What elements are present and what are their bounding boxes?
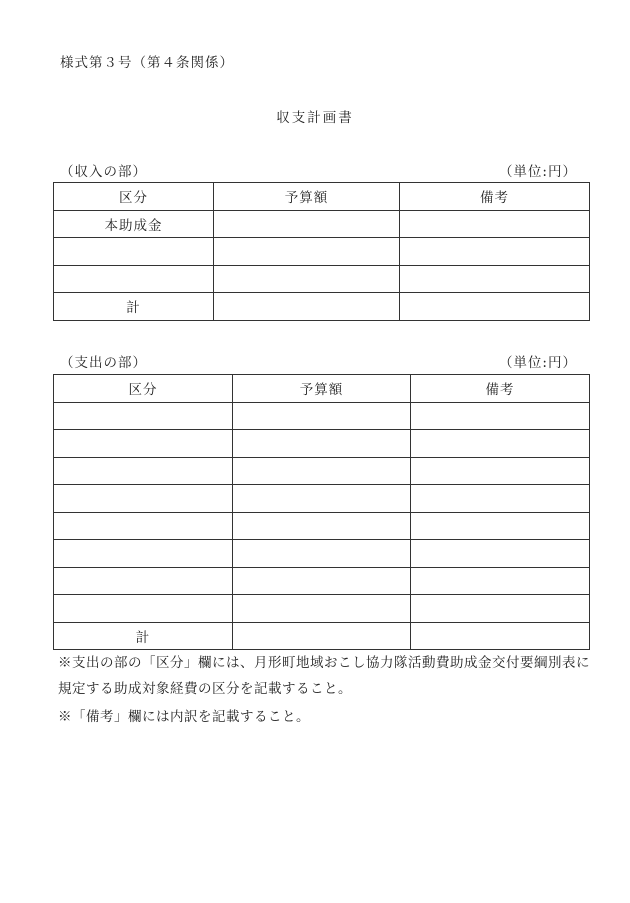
expense-budget-cell[interactable] xyxy=(233,595,411,623)
income-total-remarks-cell[interactable] xyxy=(400,293,590,321)
table-row xyxy=(54,595,590,623)
expense-category-cell[interactable] xyxy=(54,430,233,458)
expense-budget-cell[interactable] xyxy=(233,540,411,568)
expense-category-cell[interactable] xyxy=(54,512,233,540)
expense-budget-cell[interactable] xyxy=(233,430,411,458)
income-col-category: 区分 xyxy=(54,183,214,211)
document-title: 収支計画書 xyxy=(276,110,354,126)
expense-header-row xyxy=(54,375,590,403)
expense-category-cell[interactable] xyxy=(54,485,233,513)
expense-remarks-cell[interactable] xyxy=(411,430,590,458)
expense-remarks-cell[interactable] xyxy=(411,595,590,623)
income-col-budget: 予算額 xyxy=(214,183,400,211)
table-row xyxy=(54,485,590,513)
expense-remarks-cell[interactable] xyxy=(411,567,590,595)
expense-section-label: （支出の部） xyxy=(60,355,147,371)
income-budget-cell[interactable] xyxy=(214,238,400,266)
expense-budget-cell[interactable] xyxy=(233,567,411,595)
income-remarks-cell[interactable] xyxy=(400,238,590,266)
category-note: ※支出の部の「区分」欄には、月形町地域おこし協力隊活動費助成金交付要綱別表に規定する助成対象経費の区分を記載すること。 xyxy=(58,655,590,697)
table-row xyxy=(54,265,590,293)
income-total-label: 計 xyxy=(54,293,214,321)
table-row xyxy=(54,540,590,568)
expense-total-row xyxy=(54,622,590,650)
table-row xyxy=(54,457,590,485)
expense-total-label: 計 xyxy=(54,622,233,650)
expense-col-budget: 予算額 xyxy=(233,375,411,403)
income-category-cell[interactable]: 本助成金 xyxy=(54,210,214,238)
expense-remarks-cell[interactable] xyxy=(411,485,590,513)
table-row xyxy=(54,512,590,540)
expense-budget-cell[interactable] xyxy=(233,457,411,485)
expense-category-cell[interactable] xyxy=(54,567,233,595)
income-remarks-cell[interactable] xyxy=(400,265,590,293)
income-total-budget-cell[interactable] xyxy=(214,293,400,321)
income-category-cell[interactable] xyxy=(54,238,214,266)
income-unit-label: （単位:円） xyxy=(498,164,577,180)
income-budget-cell[interactable] xyxy=(214,265,400,293)
expense-remarks-cell[interactable] xyxy=(411,512,590,540)
expense-col-category: 区分 xyxy=(54,375,233,403)
expense-category-cell[interactable] xyxy=(54,402,233,430)
expense-budget-cell[interactable] xyxy=(233,485,411,513)
table-row xyxy=(54,238,590,266)
income-header-row xyxy=(54,183,590,211)
income-total-row xyxy=(54,293,590,321)
expense-category-cell[interactable] xyxy=(54,457,233,485)
income-category-cell[interactable] xyxy=(54,265,214,293)
expense-total-budget-cell[interactable] xyxy=(233,622,411,650)
table-row xyxy=(54,430,590,458)
expense-total-remarks-cell[interactable] xyxy=(411,622,590,650)
remarks-note: ※「備考」欄には内訳を記載すること。 xyxy=(58,709,310,725)
expense-col-remarks: 備考 xyxy=(411,375,590,403)
income-col-remarks: 備考 xyxy=(400,183,590,211)
expense-category-cell[interactable] xyxy=(54,540,233,568)
expense-budget-cell[interactable] xyxy=(233,512,411,540)
income-budget-cell[interactable] xyxy=(214,210,400,238)
expense-budget-cell[interactable] xyxy=(233,402,411,430)
expense-remarks-cell[interactable] xyxy=(411,402,590,430)
expense-table xyxy=(53,374,590,650)
table-row xyxy=(54,402,590,430)
expense-unit-label: （単位:円） xyxy=(498,355,577,371)
expense-category-cell[interactable] xyxy=(54,595,233,623)
income-section-label: （収入の部） xyxy=(60,164,147,180)
expense-remarks-cell[interactable] xyxy=(411,457,590,485)
form-number: 様式第３号（第４条関係） xyxy=(60,55,234,71)
income-table xyxy=(53,182,590,321)
table-row xyxy=(54,567,590,595)
income-remarks-cell[interactable] xyxy=(400,210,590,238)
table-row xyxy=(54,210,590,238)
expense-remarks-cell[interactable] xyxy=(411,540,590,568)
